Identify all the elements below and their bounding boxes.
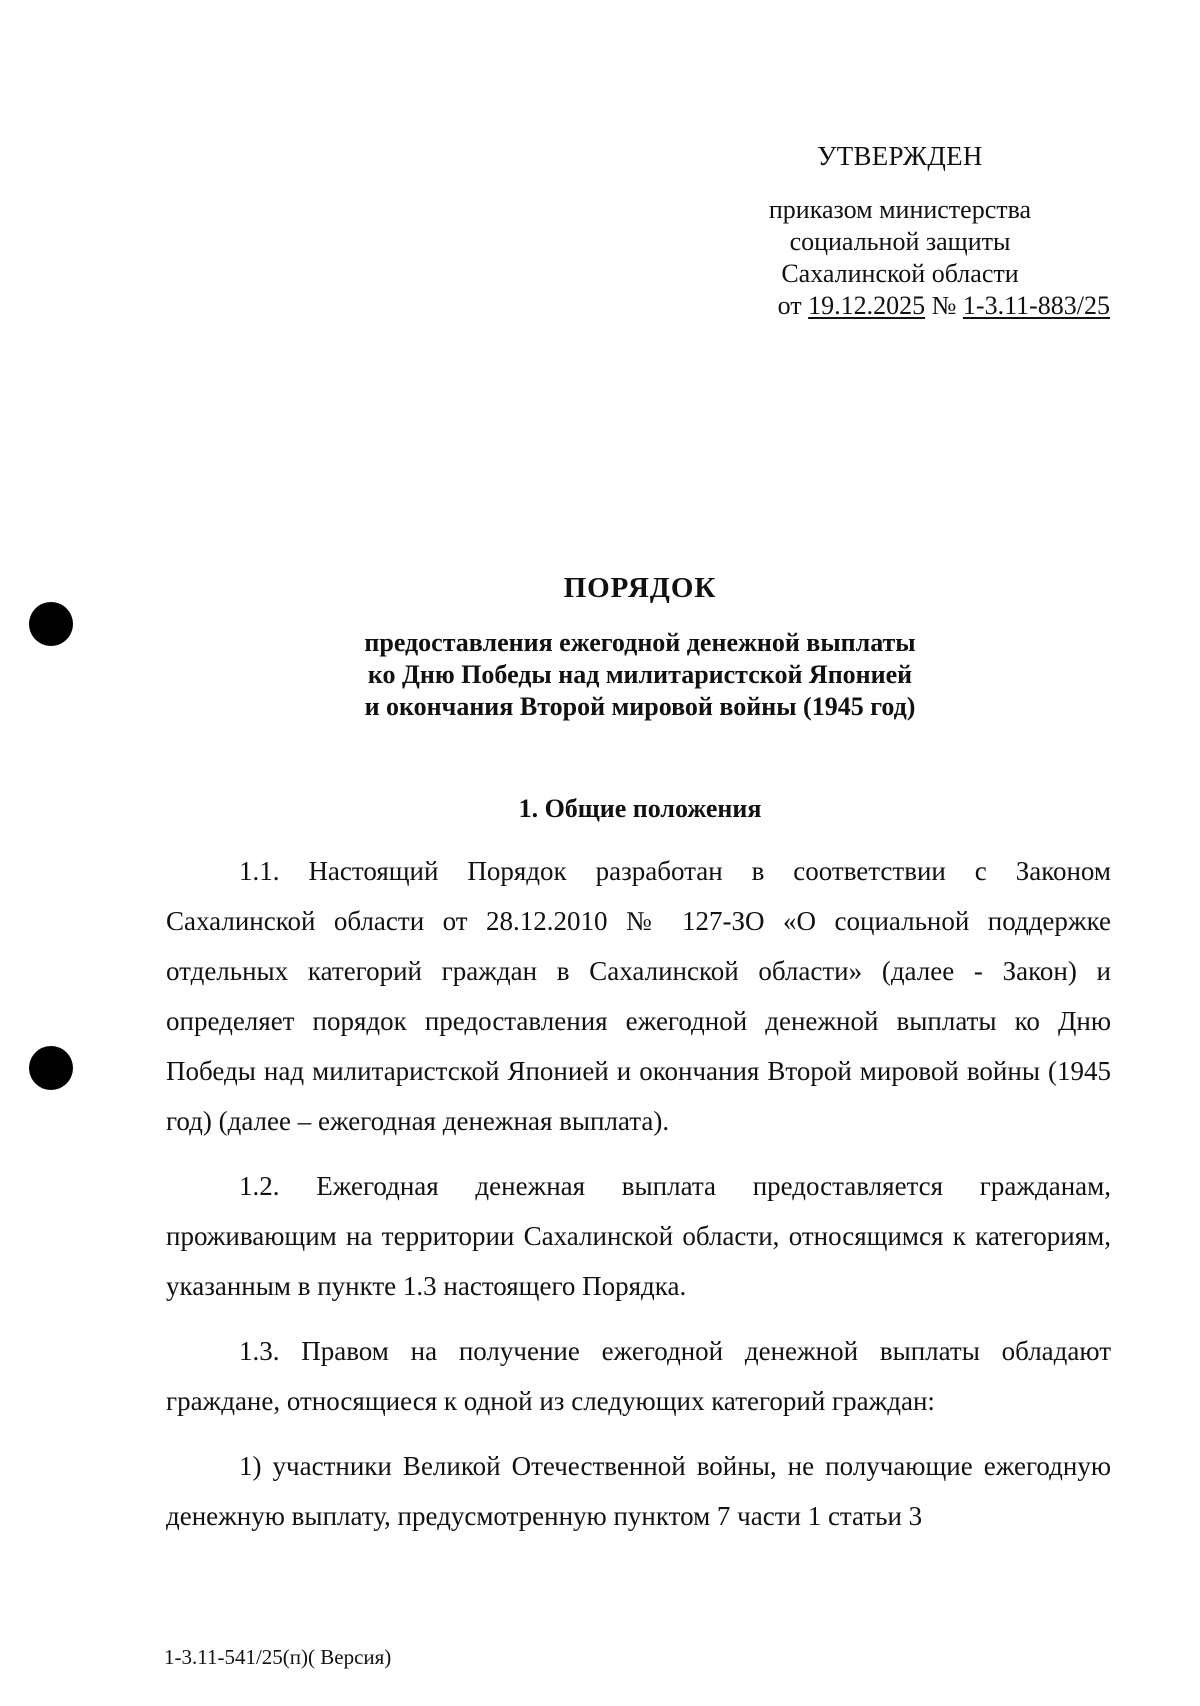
approval-line: Сахалинской области [781,259,1019,288]
section-heading: 1. Общие положения [518,794,762,823]
title-subtitle-line: ко Дню Победы над милитаристской Японией [367,660,913,689]
order-date: 19.12.2025 [808,291,926,320]
paragraph-1-2: 1.2. Ежегодная денежная выплата предоставляется гражданам, проживающим на территории Сахалинской области, относящимся к категориям, указанным в пункте 1.3 настоящего Порядка. [166,1171,1111,1301]
approval-reference [690,290,1110,322]
number-sign: № [931,291,957,320]
approval-heading: УТВЕРЖДЕН [817,141,983,171]
ref-prefix: от [777,291,802,320]
title-main: ПОРЯДОК [563,572,717,604]
document-title [160,572,1120,723]
punch-hole-mark [29,602,73,646]
paragraph-1-1: 1.1. Настоящий Порядок разработан в соответствии с Законом Сахалинской области от 28.12.2010 № 127-ЗО «О социальной поддержке отдельных категорий граждан в Сахалинской области» (далее - Закон) и определяет порядок предоставления ежегодной денежной выплаты ко Дню Победы над милитаристской Японией и окончания Второй мировой войны (1945 год) (далее – ежегодная денежная выплата). [166,856,1111,1136]
title-subtitle-line: и окончания Второй мировой войны (1945 год) [364,692,916,721]
punch-hole-mark [29,1046,73,1090]
title-subtitle-line: предоставления ежегодной денежной выплаты [364,628,916,657]
footer-version: 1-3.11-541/25(п)( Версия) [164,1645,392,1669]
order-number: 1-3.11-883/25 [962,291,1110,320]
paragraph-item-1: 1) участники Великой Отечественной войны, не получающие ежегодную денежную выплату, предусмотренную пунктом 7 части 1 статьи 3 [166,1451,1111,1531]
paragraph-1-3: 1.3. Правом на получение ежегодной денежной выплаты обладают граждане, относящиеся к одной из следующих категорий граждан: [166,1336,1111,1416]
approval-line: приказом министерства [768,195,1032,224]
approval-line: социальной защиты [789,227,1011,256]
section-body [166,846,1111,1556]
approval-block [690,140,1110,322]
